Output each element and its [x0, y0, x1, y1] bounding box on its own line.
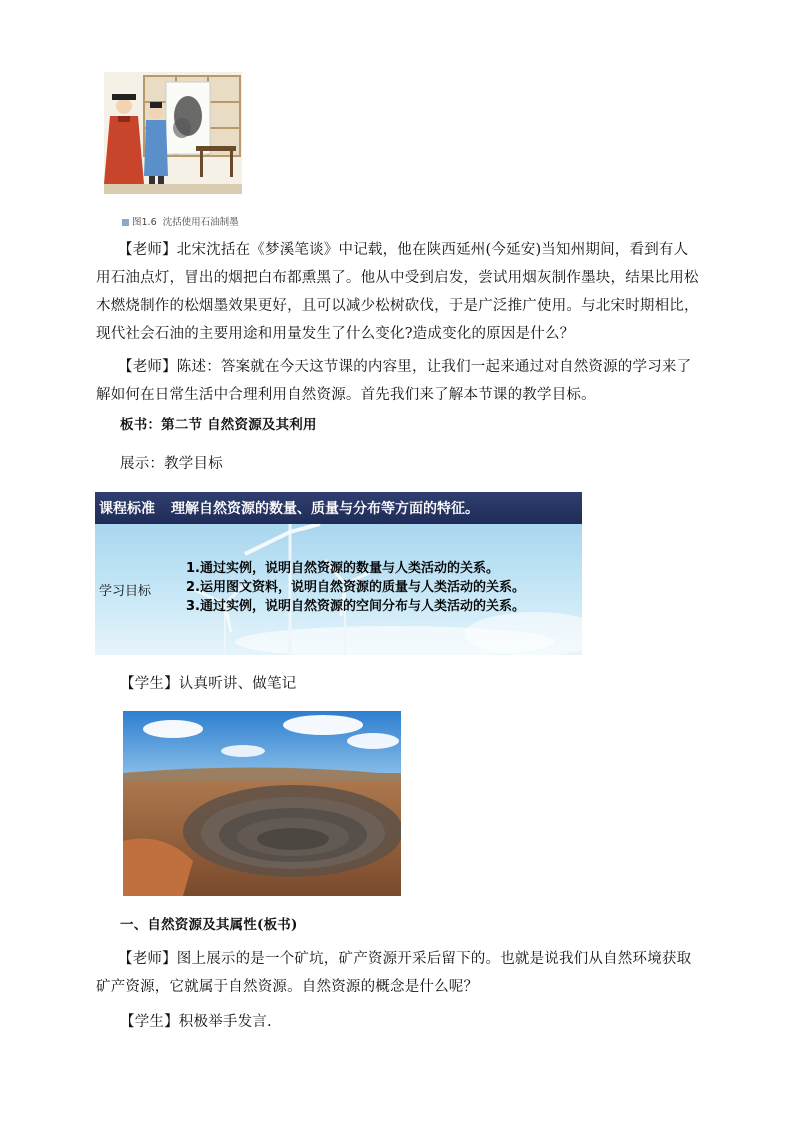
paragraph-shen-kuo: 【老师】北宋沈括在《梦溪笔谈》中记载，他在陕西延州(今延安)当知州期间，看到有人用石油点灯，冒出的烟把白布都熏黑了。他从中受到启发，尝试用烟灰制作墨块，结果比用松木燃烧制作的松烟墨效果更好，且可以减少松树砍伐，于是广泛推广使用。与北宋时期相比，现代社会石油的主要用途和用量发生了什么变化?造成变化的原因是什么？: [96, 242, 699, 342]
figure-caption: [122, 214, 239, 228]
goal-label: 学习目标: [99, 584, 152, 599]
open-pit-mine-photo: [123, 711, 401, 896]
show-objectives: 展示：教学目标: [120, 456, 223, 472]
goal-item-2: 2.运用图文资料，说明自然资源的质量与人类活动的关系。: [186, 580, 525, 595]
caption-square-icon: [122, 219, 129, 226]
objectives-banner: [95, 492, 582, 655]
caption-prefix: 图1.6: [132, 217, 157, 228]
section-heading-natural-resources: 一、自然资源及其属性(板书): [120, 917, 298, 933]
standard-text: 理解自然资源的数量、质量与分布等方面的特征。: [171, 501, 479, 517]
standard-label: 课程标准: [99, 501, 155, 517]
paragraph-statement: 【老师】陈述：答案就在今天这节课的内容里，让我们一起来通过对自然资源的学习来了解如何在日常生活中合理利用自然资源。首先我们来了解本节课的教学目标。: [96, 359, 692, 403]
goal-item-3: 3.通过实例，说明自然资源的空间分布与人类活动的关系。: [186, 599, 525, 614]
student-response-1: 【学生】认真听讲、做笔记: [120, 676, 297, 692]
goal-item-1: 1.通过实例，说明自然资源的数量与人类活动的关系。: [186, 561, 499, 576]
blackboard-title: 板书：第二节 自然资源及其利用: [120, 417, 317, 433]
student-response-2: 【学生】积极举手发言.: [120, 1014, 272, 1030]
paragraph-mine: 【老师】图上展示的是一个矿坑，矿产资源开采后留下的。也就是说我们从自然环境获取矿产资源，它就属于自然资源。自然资源的概念是什么呢？: [96, 951, 692, 995]
caption-text: 沈括使用石油制墨: [162, 217, 239, 228]
ink-painting-illustration: [104, 72, 242, 194]
